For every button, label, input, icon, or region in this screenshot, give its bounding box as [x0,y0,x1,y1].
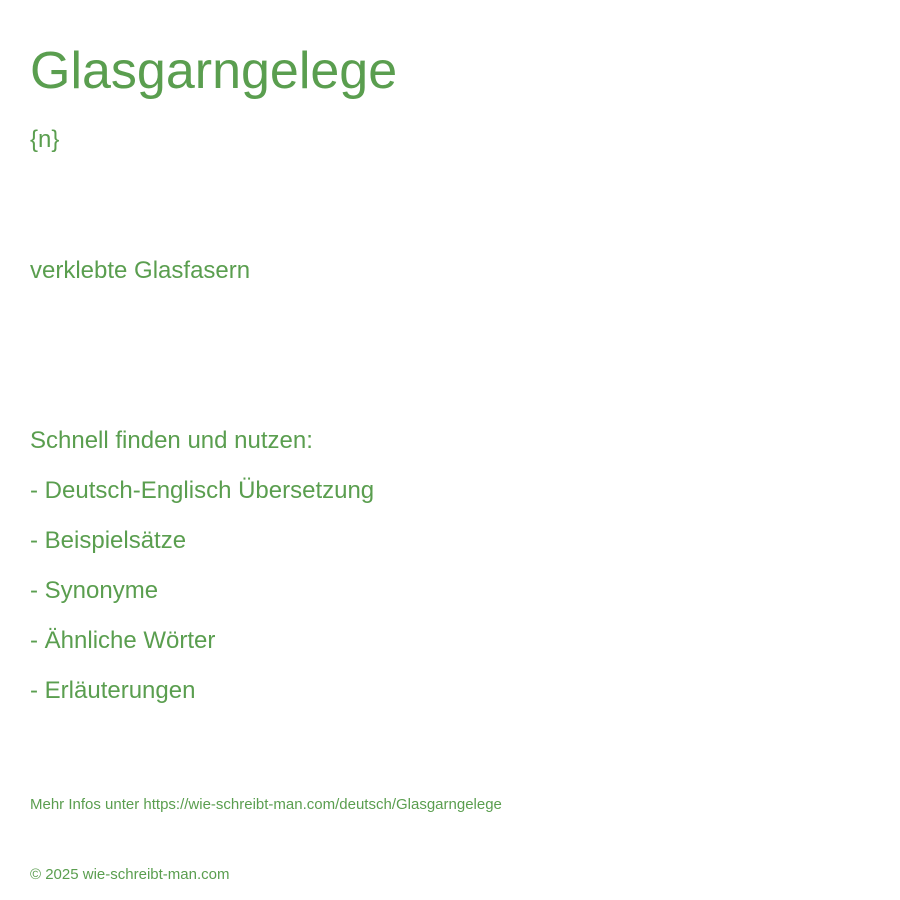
page [30,0,870,900]
features-heading: Schnell finden und nutzen: [30,427,313,454]
features-section [30,425,374,725]
feature-item-translation: - Deutsch-Englisch Übersetzung [30,477,375,504]
definition-text: verklebte Glasfasern [30,257,251,284]
feature-item-synonyms: - Synonyme [30,577,159,604]
copyright-text: © 2025 wie-schreibt-man.com [30,866,230,883]
feature-item-example-sentences: - Beispielsätze [30,527,187,554]
feature-item-similar-words: - Ähnliche Wörter [30,627,216,654]
feature-item-explanations: - Erläuterungen [30,677,196,704]
more-info-text: Mehr Infos unter https://wie-schreibt-man.com/deutsch/Glasgarngelege [30,796,502,813]
gender-label: {n} [30,126,60,153]
headword-title: Glasgarngelege [30,42,398,100]
